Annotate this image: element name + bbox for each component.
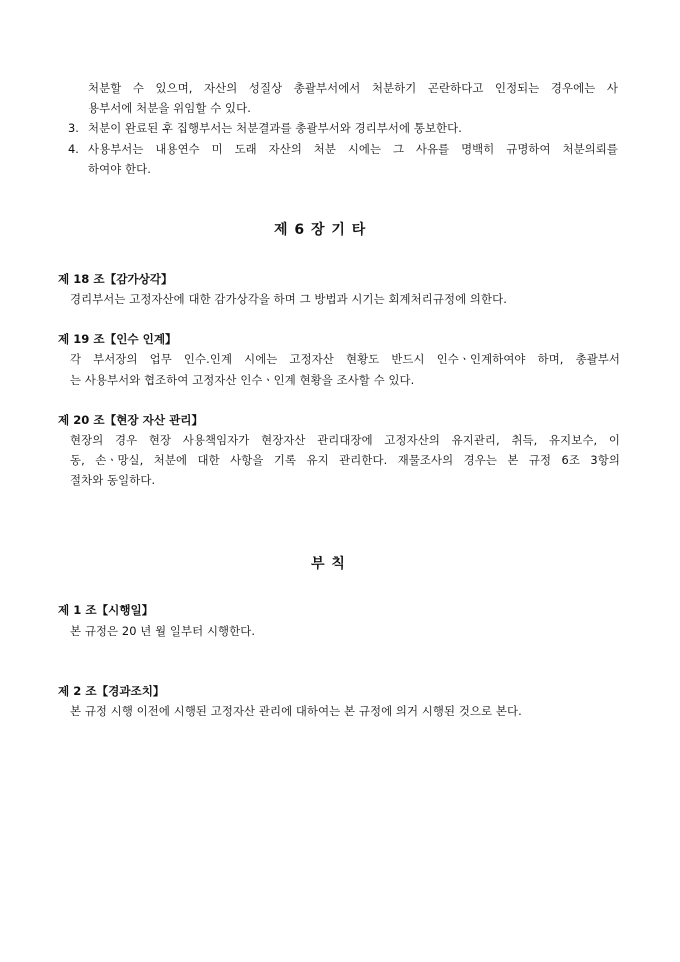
article-18-title: 제 18 조【감가상각】 xyxy=(58,272,173,286)
item-3-number: 3. xyxy=(68,121,79,135)
supplementary-heading: 부 칙 xyxy=(311,556,346,572)
item-4-line-1: 사용부서는 내용연수 미 도래 자산의 처분 시에는 그 사유를 명백히 규명하여 처분의뢰를 xyxy=(88,142,618,156)
supp-article-1-line-1: 본 규정은 20 년 월 일부터 시행한다. xyxy=(70,624,256,638)
item-3-text: 처분이 완료된 후 집행부서는 처분결과를 총괄부서와 경리부서에 통보한다. xyxy=(88,121,462,135)
article-20-title: 제 20 조【현장 자산 관리】 xyxy=(58,413,204,427)
supp-article-2-title: 제 2 조【경과조치】 xyxy=(58,684,165,698)
article-18-line-1: 경리부서는 고정자산에 대한 감가상각을 하며 그 방법과 시기는 회계처리규정에 의한다. xyxy=(70,292,507,306)
article-20-line-2: 동, 손ㆍ망실, 처분에 대한 사항을 기록 유지 관리한다. 재물조사의 경우는 본 규정 6조 3항의 xyxy=(70,453,620,467)
supp-article-2-line-1: 본 규정 시행 이전에 시행된 고정자산 관리에 대하여는 본 규정에 의거 시행된 것으로 본다. xyxy=(70,704,522,718)
item-4-number: 4. xyxy=(68,142,79,156)
article-19-line-1: 각 부서장의 업무 인수.인계 시에는 고정자산 현황도 반드시 인수ㆍ인계하여야 하며, 총괄부서 xyxy=(70,352,620,366)
article-20-line-3: 절차와 동일하다. xyxy=(70,473,156,487)
chapter-6-heading: 제 6 장 기 타 xyxy=(274,222,367,238)
continuation-line-1: 처분할 수 있으며, 자산의 성질상 총괄부서에서 처분하기 곤란하다고 인정되는 경우에는 사 xyxy=(88,81,618,95)
article-19-line-2: 는 사용부서와 협조하여 고정자산 인수ㆍ인계 현황을 조사할 수 있다. xyxy=(70,373,415,387)
continuation-line-2: 용부서에 처분을 위임할 수 있다. xyxy=(88,101,251,115)
article-20-line-1: 현장의 경우 현장 사용책임자가 현장자산 관리대장에 고정자산의 유지관리, 취득, 유지보수, 이 xyxy=(70,433,620,447)
item-4-line-2: 하여야 한다. xyxy=(88,162,151,176)
article-19-title: 제 19 조【인수 인계】 xyxy=(58,332,177,346)
supp-article-1-title: 제 1 조【시행일】 xyxy=(58,603,154,617)
